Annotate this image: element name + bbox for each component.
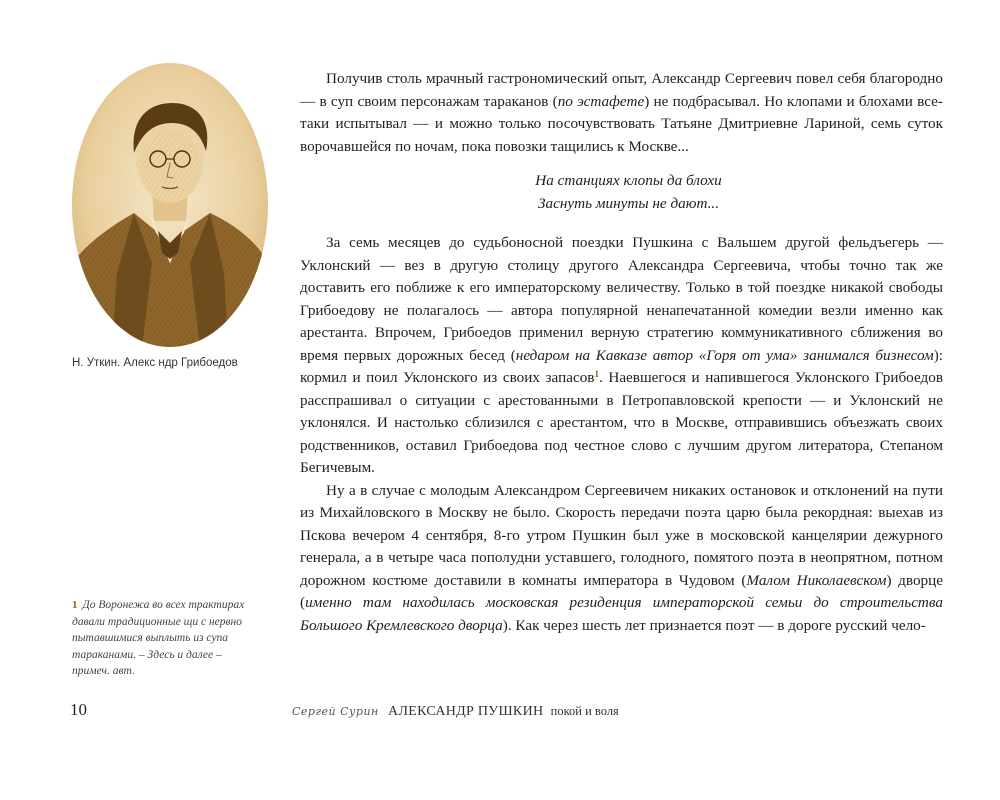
paragraph-2: За семь месяцев до судьбоносной поездки Пушкина с Вальшем другой фельдъегерь — Уклонский — вез в другую столицу другого Александра Сергеевича, чтобы точно так же доставить его поближе к его императорскому величеству. Только в той поездке никакой свободы Грибоедову не полагалось — автора популярной ненапечатанной комедии везли именно как арестанта. Впрочем, Грибоедов применил верную стратегию коммуникативного сближения во время первых дорожных бесед (недаром на Кавказе автор «Горя от ума» занимался бизнесом): кормил и поил Уклонского из своих запасов$^1$. Наевшегося и напившегося Уклонского Грибоедов расспрашивал о ситуации с арестованными в Петропавловской крепости — и Уклонский не уклонялся. И настолько сблизился с арестантом, что в Москве, отправившись объезжать своих родственников, оставил Грибоедова под честное слово с лучшим другом литератора, Степаном Бегичевым. <box>300 234 943 476</box>
paragraph-1: Получив столь мрачный гастрономический опыт, Александр Сергеевич повел себя благородно — в суп своим персонажам тараканов (по эстафете) не подбрасывал. Но клопами и блохами все-таки испытывал — и можно только посочувствовать Татьяне Дмитриевне Лариной, семь суток ворочавшейся по ночам, пока повозки тащились к Москве... <box>300 70 943 155</box>
portrait-caption: Н. Уткин. Алекс ндр Грибоедов <box>72 357 238 369</box>
footnote-reference: 1 <box>594 369 599 379</box>
italic-text: по эстафете <box>557 92 645 110</box>
poem-line: На станциях клопы да блохи <box>535 172 722 189</box>
author-signature: Сергей Сурин <box>292 705 379 718</box>
portrait-image <box>72 63 268 348</box>
footnote-marker: 1 <box>72 599 78 611</box>
paragraph-3: Ну а в случае с молодым Александром Сергеевичем никаких остановок и отклонений на пути из Михайловского в Москву не было. Скорость передачи поэта царю была рекордная: выехав из Пскова вечером 4 сентября, 8-го утром Пушкин был уже в московской канцелярии дежурного генерала, а в четыре часа пополудни уставшего, голодного, помятого поэта в неопрятном, потном дорожном костюме доставили в комнаты императора в Чудовом (Малом Николаевском) дворце (именно там находилась московская резиденция императорской семьи до строительства Большого Кремлевского дворца). Как через шесть лет признается поэт — в дороге русский чело- <box>300 481 944 634</box>
page-number: 10 <box>70 700 87 719</box>
poem-line: Заснуть минуты не дают... <box>537 194 720 212</box>
footnote <box>72 597 262 680</box>
poem-quote <box>300 170 943 215</box>
body-text <box>300 68 943 637</box>
footnote-text: До Воронежа во всех трактирах давали традиционные щи с нервно пытавшимися выплыть из супа тараканами. – Здесь и далее – примеч. авт. <box>72 599 245 677</box>
book-title: АЛЕКСАНДР ПУШКИН <box>388 704 544 719</box>
italic-text: именно там находилась московская резиденция императорской семьи до строительства Большого Кремлевского дворца <box>300 594 943 634</box>
italic-text: Малом Николаевском <box>746 571 887 589</box>
italic-text: недаром на Кавказе автор «Горя от ума» занимался бизнесом <box>515 346 934 364</box>
book-subtitle: покой и воля <box>550 704 619 718</box>
running-footer <box>292 703 619 720</box>
